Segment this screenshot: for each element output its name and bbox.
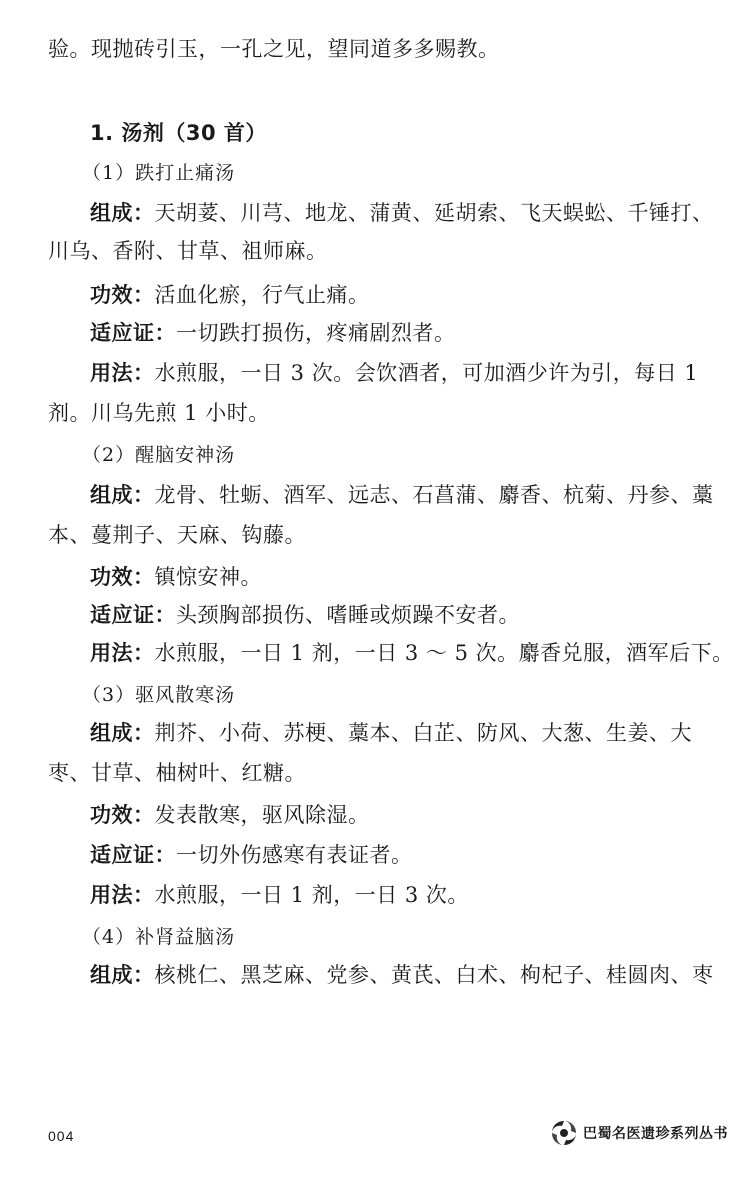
series-title: 巴蜀名医遗珍系列丛书 xyxy=(583,1126,728,1142)
recipe-2-effect xyxy=(90,562,726,592)
recipe-1-usage-line-1 xyxy=(90,358,726,388)
recipe-2-composition-line-1 xyxy=(90,480,726,510)
recipe-1-indication xyxy=(90,318,726,348)
effect-text: 镇惊安神。 xyxy=(154,565,262,589)
recipe-1-effect xyxy=(90,280,726,310)
recipe-1-composition-line-2: 川乌、香附、甘草、祖师麻。 xyxy=(48,239,328,263)
usage-text: 水煎服，一日 1 剂，一日 3 次。 xyxy=(154,883,469,907)
effect-label: 功效： xyxy=(90,283,155,307)
indication-label: 适应证： xyxy=(90,843,176,867)
composition-label: 组成： xyxy=(90,721,155,745)
effect-text: 发表散寒，驱风除湿。 xyxy=(154,803,370,827)
composition-text: 核桃仁、黑芝麻、党参、黄芪、白术、枸杞子、桂圆肉、枣 xyxy=(154,963,714,987)
indication-label: 适应证： xyxy=(90,321,176,345)
recipe-3-effect xyxy=(90,800,726,830)
usage-text: 水煎服，一日 3 次。会饮酒者，可加酒少许为引，每日 1 xyxy=(154,361,699,385)
recipe-2-composition-line-2: 本、蔓荆子、天麻、钩藤。 xyxy=(48,523,306,547)
composition-label: 组成： xyxy=(90,963,155,987)
recipe-1-title: （1）跌打止痛汤 xyxy=(82,162,236,184)
composition-label: 组成： xyxy=(90,483,155,507)
recipe-3-composition-line-1 xyxy=(90,718,726,748)
recipe-1-composition-line-1 xyxy=(90,198,726,228)
indication-text: 一切跌打损伤，疼痛剧烈者。 xyxy=(176,321,456,345)
page-number: 004 xyxy=(48,1128,75,1144)
effect-label: 功效： xyxy=(90,803,155,827)
recipe-4-title: （4）补肾益脑汤 xyxy=(82,926,236,948)
recipe-2-indication xyxy=(90,600,726,630)
section-title: 1. 汤剂（30 首） xyxy=(90,121,267,145)
recipe-1-usage-line-2: 剂。川乌先煎 1 小时。 xyxy=(48,401,270,425)
swirl-logo-icon xyxy=(549,1118,579,1148)
recipe-2-title: （2）醒脑安神汤 xyxy=(82,444,236,466)
indication-label: 适应证： xyxy=(90,603,176,627)
indication-text: 头颈胸部损伤、嗜睡或烦躁不安者。 xyxy=(176,603,520,627)
indication-text: 一切外伤感寒有表证者。 xyxy=(176,843,413,867)
composition-text: 龙骨、牡蛎、酒军、远志、石菖蒲、麝香、杭菊、丹参、藁 xyxy=(154,483,714,507)
effect-label: 功效： xyxy=(90,565,155,589)
recipe-4-composition-line-1 xyxy=(90,960,726,990)
usage-label: 用法： xyxy=(90,361,155,385)
usage-label: 用法： xyxy=(90,641,155,665)
composition-text: 天胡荽、川芎、地龙、蒲黄、延胡索、飞天蜈蚣、千锤打、 xyxy=(154,201,714,225)
recipe-2-usage xyxy=(90,638,734,668)
intro-tail-line: 验。现抛砖引玉，一孔之见，望同道多多赐教。 xyxy=(48,37,500,61)
composition-label: 组成： xyxy=(90,201,155,225)
series-footer xyxy=(549,1118,728,1148)
usage-text: 水煎服，一日 1 剂，一日 3 ～ 5 次。麝香兑服，酒军后下。 xyxy=(154,641,734,665)
effect-text: 活血化瘀，行气止痛。 xyxy=(154,283,370,307)
composition-text: 荆芥、小荷、苏梗、藁本、白芷、防风、大葱、生姜、大 xyxy=(154,721,692,745)
recipe-3-indication xyxy=(90,840,726,870)
recipe-3-title: （3）驱风散寒汤 xyxy=(82,684,236,706)
usage-label: 用法： xyxy=(90,883,155,907)
recipe-3-composition-line-2: 枣、甘草、柚树叶、红糖。 xyxy=(48,761,306,785)
recipe-3-usage xyxy=(90,880,726,910)
